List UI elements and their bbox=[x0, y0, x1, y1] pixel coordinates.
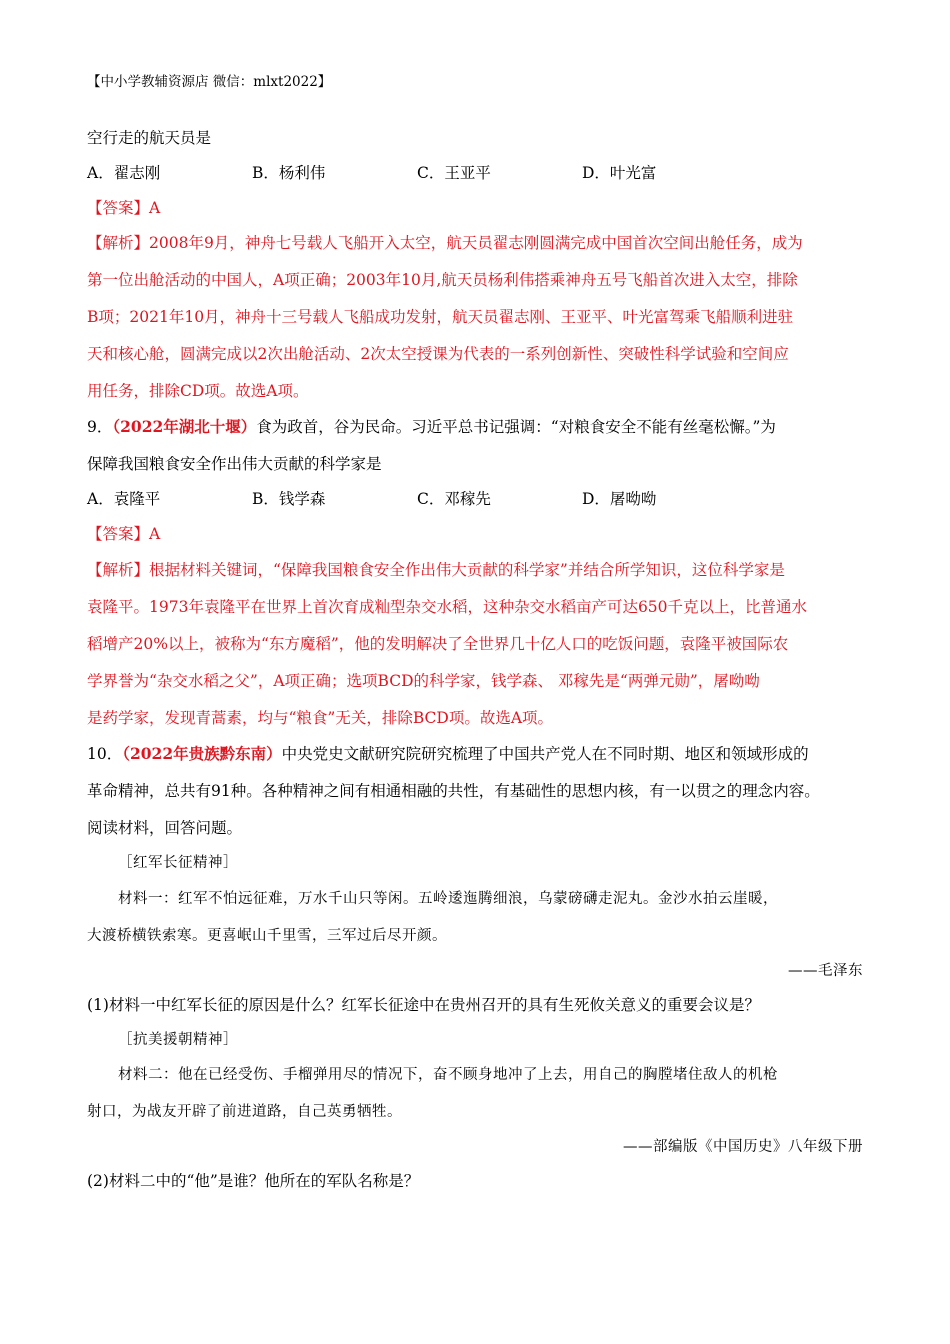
q8-stem-end: 空行走的航天员是 bbox=[87, 129, 212, 147]
q10-stem-line1 bbox=[87, 744, 809, 764]
material2-line1: 材料二：他在已经受伤、手榴弹用尽的情况下，奋不顾身地冲了上去，用自己的胸膛堵住敌人的机枪 bbox=[118, 1067, 778, 1083]
q8-option-b: B．杨利伟 bbox=[252, 164, 326, 182]
q9-option-d: D．屠呦呦 bbox=[582, 490, 657, 508]
q8-analysis-line: 天和核心舱，圆满完成以2次出舱活动、2次太空授课为代表的一系列创新性、突破性科学试验和空间应 bbox=[87, 345, 789, 363]
material1-line1: 材料一：红军不怕远征难，万水千山只等闲。五岭逶迤腾细浪，乌蒙磅礴走泥丸。金沙水拍云崖暖， bbox=[118, 891, 778, 907]
q9-analysis-line: 稻增产20%以上，被称为“东方魔稻”，他的发明解决了全世界几十亿人口的吃饭问题，袁隆平被国际农 bbox=[87, 635, 789, 653]
q10-source: （2022年贵族黔东南） bbox=[122, 744, 282, 763]
q9-analysis-line: 是药学家，发现青蒿素，均与“粮食”无关，排除BCD项。故选A项。 bbox=[87, 709, 554, 727]
q9-stem-text: 食为政首，谷为民命。习近平总书记强调：“对粮食安全不能有丝毫松懈。”为 bbox=[256, 418, 776, 436]
material2-line2: 射口，为战友开辟了前进道路，自己英勇牺牲。 bbox=[87, 1104, 402, 1120]
material1-source: ——毛泽东 bbox=[788, 963, 863, 979]
q8-option-d: D．叶光富 bbox=[582, 164, 657, 182]
q9-source: （2022年湖北十堰） bbox=[112, 417, 257, 436]
q9-analysis-line: 袁隆平。1973年袁隆平在世界上首次育成籼型杂交水稻，这种杂交水稻亩产可达650千克以上，比普通水 bbox=[87, 598, 808, 616]
q9-option-b: B．钱学森 bbox=[252, 490, 326, 508]
q9-option-a: A．袁隆平 bbox=[87, 490, 161, 508]
q8-analysis-line: 【解析】2008年9月，神舟七号载人飞船开入太空，航天员翟志刚圆满完成中国首次空间出舱任务，成为 bbox=[87, 234, 803, 252]
q10-stem-line3: 阅读材料，回答问题。 bbox=[87, 819, 243, 837]
sub-question-1: (1)材料一中红军长征的原因是什么？红军长征途中在贵州召开的具有生死攸关意义的重要会议是？ bbox=[87, 996, 760, 1014]
page-header: 【中小学教辅资源店 微信：mlxt2022】 bbox=[87, 74, 332, 90]
q8-analysis-line: 用任务，排除CD项。故选A项。 bbox=[87, 382, 309, 400]
q9-stem-line2: 保障我国粮食安全作出伟大贡献的科学家是 bbox=[87, 455, 382, 473]
q8-analysis-line: 第一位出舱活动的中国人，A项正确；2003年10月,航天员杨利伟搭乘神舟五号飞船首次进入太空，排除 bbox=[87, 271, 798, 289]
section-title-korean-war: ［抗美援朝精神］ bbox=[118, 1032, 238, 1048]
material1-line2: 大渡桥横铁索寒。更喜岷山千里雪，三军过后尽开颜。 bbox=[87, 928, 447, 944]
q9-analysis-line: 【解析】根据材料关键词，“保障我国粮食安全作出伟大贡献的科学家”并结合所学知识，这位科学家是 bbox=[87, 561, 785, 579]
q8-option-c: C．王亚平 bbox=[417, 164, 491, 182]
sub-question-2: (2)材料二中的“他”是谁？他所在的军队名称是？ bbox=[87, 1172, 420, 1190]
q10-stem-line2: 革命精神，总共有91种。各种精神之间有相通相融的共性，有基础性的思想内核，有一以贯之的理念内容。 bbox=[87, 782, 820, 800]
q9-option-c: C．邓稼先 bbox=[417, 490, 491, 508]
q8-answer: 【答案】A bbox=[87, 199, 161, 217]
q8-analysis-line: B项；2021年10月，神舟十三号载人飞船成功发射，航天员翟志刚、王亚平、叶光富驾乘飞船顺利进驻 bbox=[87, 308, 794, 326]
material2-source: ——部编版《中国历史》八年级下册 bbox=[623, 1139, 863, 1155]
q9-number: 9． bbox=[87, 418, 113, 436]
q9-answer: 【答案】A bbox=[87, 525, 161, 543]
q9-stem-line1 bbox=[87, 417, 776, 437]
q9-analysis-line: 学界誉为“杂交水稻之父”，A项正确；选项BCD的科学家，钱学森、 邓稼先是“两弹元勋”，屠呦呦 bbox=[87, 672, 760, 690]
q10-number: 10． bbox=[87, 745, 123, 763]
section-title-long-march: ［红军长征精神］ bbox=[118, 855, 238, 871]
q8-option-a: A．翟志刚 bbox=[87, 164, 161, 182]
q10-stem-text: 中央党史文献研究院研究梳理了中国共产党人在不同时期、地区和领域形成的 bbox=[281, 745, 809, 763]
